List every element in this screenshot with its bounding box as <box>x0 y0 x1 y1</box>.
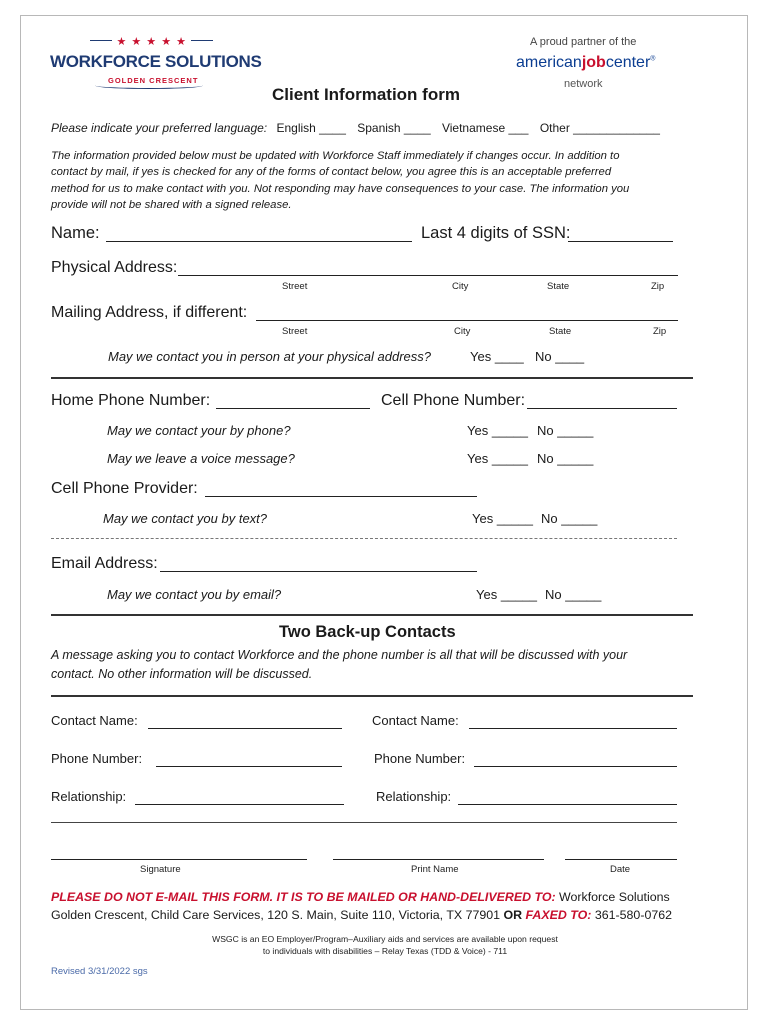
intro-line: method for us to make contact with you. Not responding may have consequences to your case. The information you <box>51 182 630 195</box>
text-contact-question: May we contact you by text? <box>103 511 268 526</box>
physical-zip-caption: Zip <box>651 281 665 292</box>
ajc-american: american <box>516 54 582 71</box>
eo-line: WSGC is an EO Employer/Program–Auxiliary aids and services are available upon request <box>212 934 558 944</box>
mailing-address-label: Mailing Address, if different: <box>51 304 248 321</box>
cell-phone-label: Cell Phone Number: <box>381 392 526 409</box>
email-label: Email Address: <box>51 555 158 572</box>
eo-statement <box>0 933 770 957</box>
print-name-caption: Print Name <box>411 864 459 875</box>
backup-desc-line: contact. No other information will be discussed. <box>51 667 313 681</box>
email-field[interactable] <box>160 571 477 572</box>
email-contact-yes[interactable]: Yes _____ <box>476 587 537 602</box>
ajc-logo <box>510 36 670 92</box>
email-contact-no[interactable]: No _____ <box>545 587 602 602</box>
mailing-instructions <box>51 888 672 924</box>
voice-message-question: May we leave a voice message? <box>107 451 295 466</box>
section-divider <box>51 377 693 379</box>
phone-contact-yes[interactable]: Yes _____ <box>467 423 528 438</box>
ajc-registered: ® <box>650 55 656 63</box>
physical-city-caption: City <box>452 281 469 292</box>
language-other[interactable]: Other _____________ <box>539 121 660 135</box>
phone-contact-question: May we contact your by phone? <box>107 423 291 438</box>
ssn-field[interactable] <box>568 241 673 242</box>
contact2-relationship-field[interactable] <box>458 804 677 805</box>
eo-line: to individuals with disabilities – Relay Texas (TDD & Voice) - 711 <box>262 946 508 956</box>
mailing-line-2 <box>51 906 672 924</box>
voice-message-no[interactable]: No _____ <box>537 451 594 466</box>
physical-street-caption: Street <box>282 281 308 292</box>
logo-sub: GOLDEN CRESCENT <box>108 76 199 85</box>
mailing-street-caption: Street <box>282 326 308 337</box>
signature-caption: Signature <box>140 864 181 875</box>
form-title: Client Information form <box>272 85 460 104</box>
language-vietnamese[interactable]: Vietnamese ___ <box>441 121 529 135</box>
contact1-phone-label: Phone Number: <box>51 751 143 766</box>
name-label: Name: <box>51 224 100 242</box>
physical-address-label: Physical Address: <box>51 259 178 276</box>
text-contact-yes[interactable]: Yes _____ <box>472 511 533 526</box>
language-english[interactable]: English ____ <box>276 121 346 135</box>
home-phone-label: Home Phone Number: <box>51 392 211 409</box>
contact2-name-label: Contact Name: <box>372 713 459 728</box>
backup-description <box>51 646 627 684</box>
intro-paragraph <box>51 148 629 213</box>
logo-swoosh <box>95 82 203 89</box>
faxed-to-label: FAXED TO: <box>522 908 592 922</box>
ssn-label: Last 4 digits of SSN: <box>421 224 571 242</box>
text-contact-no[interactable]: No _____ <box>541 511 598 526</box>
intro-line: contact by mail, if yes is checked for any of the forms of contact below, you agree this is an acceptable preferred <box>51 166 612 179</box>
contact1-name-label: Contact Name: <box>51 713 138 728</box>
intro-line: provide will not be shared with a signed release. <box>51 198 292 211</box>
in-person-no[interactable]: No ____ <box>535 349 585 364</box>
section-divider-thin <box>51 822 677 823</box>
section-divider <box>51 614 693 616</box>
ajc-wordmark <box>516 54 655 72</box>
section-divider-dashed <box>51 538 677 539</box>
logo-stars-row <box>90 32 210 50</box>
mailing-state-caption: State <box>549 326 572 337</box>
contact1-phone-field[interactable] <box>156 766 342 767</box>
ajc-job: job <box>581 54 606 71</box>
intro-line: The information provided below must be updated with Workforce Staff immediately if changes occur. In addition to <box>51 150 620 162</box>
print-name-field[interactable] <box>333 859 544 860</box>
logo-name: WORKFORCE SOLUTIONS <box>50 52 262 71</box>
ajc-network: network <box>564 78 603 90</box>
in-person-question: May we contact you in person at your physical address? <box>108 349 432 364</box>
backup-title: Two Back-up Contacts <box>279 623 456 641</box>
signature-field[interactable] <box>51 859 307 860</box>
contact2-phone-field[interactable] <box>474 766 677 767</box>
language-row <box>51 121 660 135</box>
mailing-line-1 <box>51 888 672 906</box>
home-phone-field[interactable] <box>216 408 370 409</box>
workforce-logo <box>50 32 262 92</box>
cell-provider-field[interactable] <box>205 496 477 497</box>
revised-date: Revised 3/31/2022 sgs <box>51 966 148 977</box>
logo-stars: ★ ★ ★ ★ ★ <box>116 36 187 48</box>
email-contact-question: May we contact you by email? <box>107 587 282 602</box>
cell-phone-field[interactable] <box>527 408 677 409</box>
in-person-yes[interactable]: Yes ____ <box>470 349 524 364</box>
ajc-center: center <box>605 54 651 71</box>
backup-desc-line: A message asking you to contact Workforce and the phone number is all that will be discussed with your <box>51 648 628 662</box>
physical-address-field[interactable] <box>178 275 678 276</box>
voice-message-yes[interactable]: Yes _____ <box>467 451 528 466</box>
ajc-partner-line: A proud partner of the <box>530 36 637 48</box>
mailing-address-field[interactable] <box>256 320 678 321</box>
phone-contact-no[interactable]: No _____ <box>537 423 594 438</box>
date-field[interactable] <box>565 859 677 860</box>
contact2-phone-label: Phone Number: <box>374 751 466 766</box>
date-caption: Date <box>610 864 631 875</box>
language-spanish[interactable]: Spanish ____ <box>357 121 431 135</box>
or-keyword: OR <box>503 908 523 922</box>
name-field[interactable] <box>106 241 412 242</box>
section-divider <box>51 695 693 697</box>
mailing-address: Golden Crescent, Child Care Services, 120 S. Main, Suite 110, Victoria, TX 77901 <box>51 908 504 922</box>
do-not-email-warning: PLEASE DO NOT E-MAIL THIS FORM. IT IS TO BE MAILED OR HAND-DELIVERED TO: <box>51 890 556 904</box>
language-prompt: Please indicate your preferred language: <box>51 121 268 135</box>
mailing-recipient: Workforce Solutions <box>555 890 670 904</box>
fax-number: 361-580-0762 <box>591 908 673 922</box>
contact1-relationship-field[interactable] <box>135 804 344 805</box>
physical-state-caption: State <box>547 281 570 292</box>
mailing-city-caption: City <box>454 326 471 337</box>
contact1-name-field[interactable] <box>148 728 342 729</box>
contact2-relationship-label: Relationship: <box>376 789 452 804</box>
contact1-relationship-label: Relationship: <box>51 789 127 804</box>
cell-provider-label: Cell Phone Provider: <box>51 480 198 497</box>
mailing-zip-caption: Zip <box>653 326 667 337</box>
contact2-name-field[interactable] <box>469 728 677 729</box>
